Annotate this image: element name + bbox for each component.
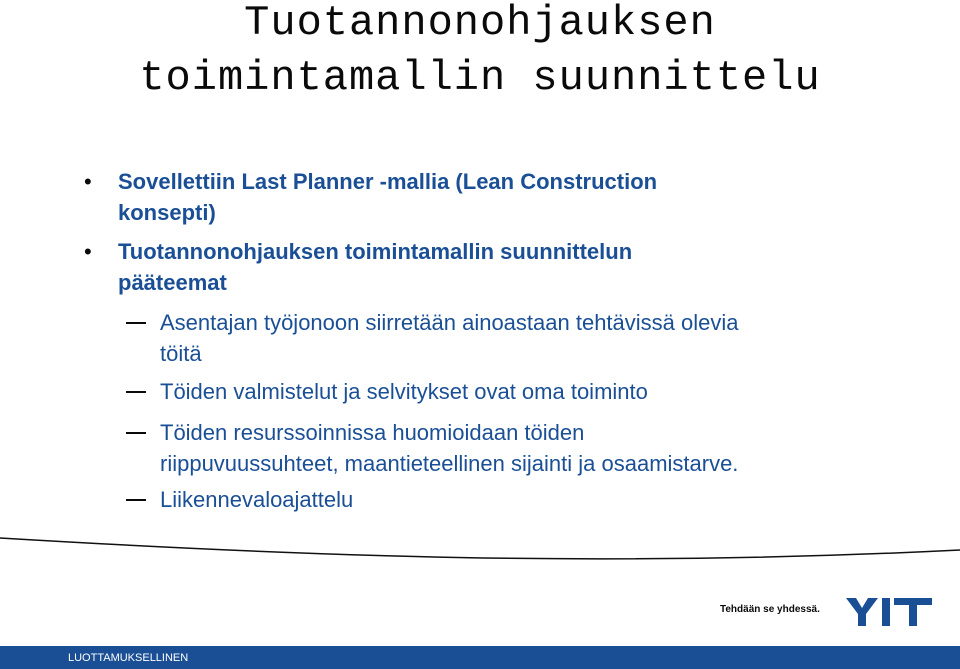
dash-icon — [126, 432, 146, 434]
footer-swoosh-line — [0, 520, 960, 580]
bullet-dot-icon: • — [84, 169, 92, 194]
sub-bullet-text-line1: Töiden resurssoinnissa huomioidaan töiden — [160, 420, 585, 445]
sub-bullet-item — [160, 417, 880, 479]
sub-bullet-text-line1: Töiden valmistelut ja selvitykset ovat oma toiminto — [160, 379, 648, 404]
dash-icon — [126, 322, 146, 324]
sub-bullet-text-line1: Asentajan työjonoon siirretään ainoastaan tehtävissä olevia — [160, 310, 739, 335]
confidential-label: LUOTTAMUKSELLINEN — [68, 652, 189, 664]
slide-title — [0, 0, 960, 102]
sub-bullet-item — [160, 376, 880, 407]
bullet-item — [84, 166, 818, 228]
slide-title-line2: toimintamallin suunnittelu — [139, 54, 821, 102]
sub-bullet-item — [160, 307, 880, 369]
sub-bullet-text-line2: töitä — [160, 341, 202, 366]
dash-icon — [126, 391, 146, 393]
sub-bullet-item — [160, 484, 880, 515]
bullet-text-line1: Tuotannonohjauksen toimintamallin suunnittelun — [118, 239, 633, 264]
bullet-item — [84, 236, 818, 298]
bullet-text-line1: Sovellettiin Last Planner -mallia (Lean Construction — [118, 169, 658, 194]
yit-logo — [842, 596, 934, 628]
bullet-text-line2: pääteemat — [118, 270, 227, 295]
dash-icon — [126, 499, 146, 501]
bullet-text-line2: konsepti) — [118, 200, 216, 225]
footer-tagline: Tehdään se yhdessä. — [720, 604, 820, 615]
sub-bullet-text-line1: Liikennevaloajattelu — [160, 487, 354, 512]
sub-bullet-text-line2: riippuvuussuhteet, maantieteellinen sijainti ja osaamistarve. — [160, 451, 739, 476]
slide-title-line1: Tuotannonohjauksen — [244, 0, 716, 47]
bullet-dot-icon: • — [84, 239, 92, 264]
